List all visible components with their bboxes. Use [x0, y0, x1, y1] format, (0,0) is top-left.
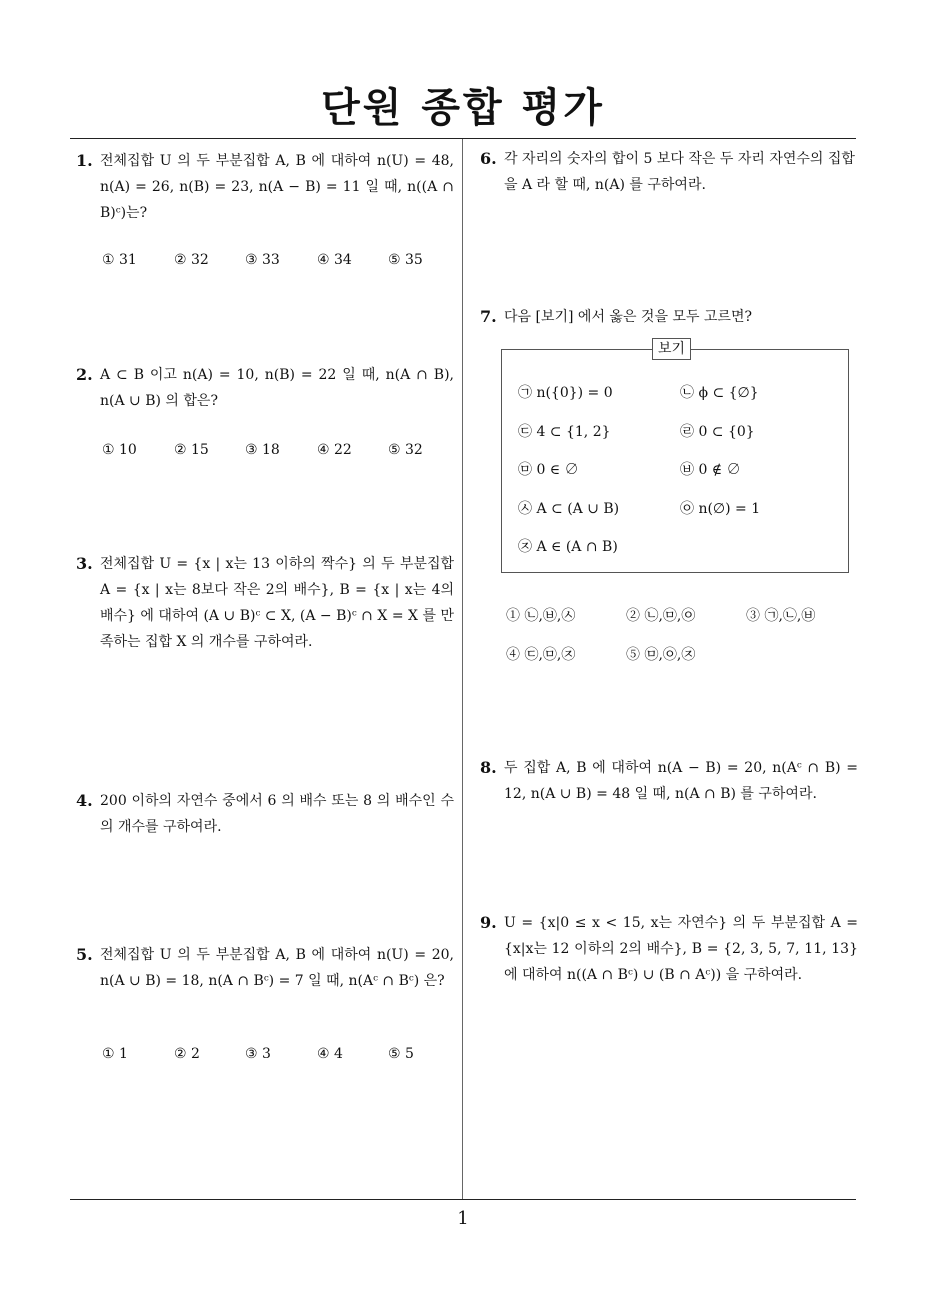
choice-2[interactable]: ② ㉡,㉤,㉧	[626, 608, 696, 624]
question-text: 각 자리의 숫자의 합이 5 보다 작은 두 자리 자연수의 집합을 A 라 할 때, n(A) 를 구하여라.	[504, 151, 855, 193]
question-7	[480, 304, 858, 330]
choice-1[interactable]: ① ㉡,㉥,㉦	[506, 608, 576, 624]
question-4	[76, 788, 454, 840]
choice-4[interactable]: ④ 4	[317, 1046, 343, 1062]
question-text: U = {x|0 ≤ x < 15, x는 자연수} 의 두 부분집합 A = {x|x는 12 이하의 2의 배수}, B = {2, 3, 5, 7, 11, 13} 에 대하여 n((A ∩ Bᶜ) ∪ (B ∩ Aᶜ)) 을 구하여라.	[504, 915, 858, 983]
example-item: ㉢ 4 ⊂ {1, 2}	[518, 424, 611, 440]
example-item: ㉥ 0 ∉ ∅	[680, 462, 741, 478]
question-text: 200 이하의 자연수 중에서 6 의 배수 또는 8 의 배수인 수의 개수를 구하여라.	[100, 793, 454, 835]
choice-1[interactable]: ① 10	[102, 442, 137, 458]
question-number: 2.	[76, 365, 93, 384]
question-2	[76, 362, 454, 414]
choice-2[interactable]: ② 2	[174, 1046, 200, 1062]
question-number: 4.	[76, 791, 93, 810]
question-8	[480, 755, 858, 807]
choice-2[interactable]: ② 32	[174, 252, 209, 268]
question-number: 1.	[76, 151, 93, 170]
question-9	[480, 910, 858, 988]
choice-3[interactable]: ③ ㉠,㉡,㉥	[746, 608, 816, 624]
example-box-title: 보기	[652, 338, 691, 360]
example-item: ㉠ n({0}) = 0	[518, 385, 613, 401]
question-6	[480, 146, 858, 198]
question-3	[76, 551, 454, 655]
page-number: 1	[457, 1208, 469, 1229]
question-text: 전체집합 U = {x | x는 13 이하의 짝수} 의 두 부분집합 A = {x | x는 8보다 작은 2의 배수}, B = {x | x는 4의 배수} 에 대하여 (A ∪ B)ᶜ ⊂ X, (A − B)ᶜ ∩ X = X 를 만족하는 집합 X 의 개수를 구하여라.	[100, 556, 454, 650]
example-item: ㉧ n(∅) = 1	[680, 501, 761, 517]
question-5	[76, 942, 454, 994]
question-number: 8.	[480, 758, 497, 777]
choice-4[interactable]: ④ ㉢,㉤,㉨	[506, 647, 576, 663]
choice-1[interactable]: ① 31	[102, 252, 137, 268]
page-title: 단원 종합 평가	[321, 85, 605, 131]
question-text: 전체집합 U 의 두 부분집합 A, B 에 대하여 n(U) = 48, n(A) = 26, n(B) = 23, n(A − B) = 11 일 때, n((A ∩ B)ᶜ)는?	[100, 153, 454, 221]
question-number: 5.	[76, 945, 93, 964]
question-1	[76, 148, 454, 226]
question-text: 두 집합 A, B 에 대하여 n(A − B) = 20, n(Aᶜ ∩ B) = 12, n(A ∪ B) = 48 일 때, n(A ∩ B) 를 구하여라.	[504, 760, 858, 802]
choice-5[interactable]: ⑤ 35	[388, 252, 423, 268]
example-item: ㉨ A ∈ (A ∩ B)	[518, 539, 618, 555]
question-number: 6.	[480, 149, 497, 168]
question-number: 3.	[76, 554, 93, 573]
choice-1[interactable]: ① 1	[102, 1046, 128, 1062]
bottom-rule	[70, 1199, 856, 1200]
column-divider	[462, 139, 463, 1199]
question-text: 다음 [보기] 에서 옳은 것을 모두 고르면?	[504, 309, 752, 325]
question-number: 9.	[480, 913, 497, 932]
question-number: 7.	[480, 307, 497, 326]
choice-5[interactable]: ⑤ 32	[388, 442, 423, 458]
choice-3[interactable]: ③ 18	[245, 442, 280, 458]
question-text: A ⊂ B 이고 n(A) = 10, n(B) = 22 일 때, n(A ∩ B), n(A ∪ B) 의 합은?	[100, 367, 454, 409]
example-item: ㉤ 0 ∈ ∅	[518, 462, 579, 478]
choice-4[interactable]: ④ 22	[317, 442, 352, 458]
example-item: ㉣ 0 ⊂ {0}	[680, 424, 755, 440]
choice-4[interactable]: ④ 34	[317, 252, 352, 268]
choice-3[interactable]: ③ 3	[245, 1046, 271, 1062]
choice-2[interactable]: ② 15	[174, 442, 209, 458]
example-item: ㉦ A ⊂ (A ∪ B)	[518, 501, 620, 517]
choice-5[interactable]: ⑤ ㉤,㉧,㉨	[626, 647, 696, 663]
top-rule	[70, 138, 856, 139]
question-text: 전체집합 U 의 두 부분집합 A, B 에 대하여 n(U) = 20, n(A ∪ B) = 18, n(A ∩ Bᶜ) = 7 일 때, n(Aᶜ ∩ Bᶜ) 은?	[100, 947, 454, 989]
choice-5[interactable]: ⑤ 5	[388, 1046, 414, 1062]
example-item: ㉡ ϕ ⊂ {∅}	[680, 385, 759, 401]
choice-3[interactable]: ③ 33	[245, 252, 280, 268]
